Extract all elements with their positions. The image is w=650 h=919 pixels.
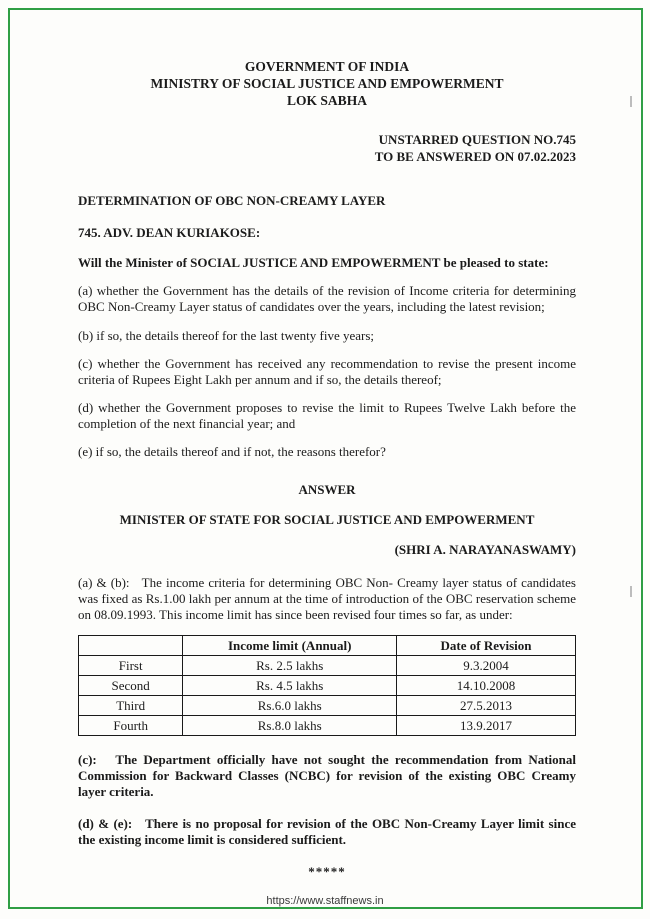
government-title: GOVERNMENT OF INDIA: [244, 59, 410, 74]
question-item-a: (a) whether the Government has the details of the revision of Income criteria for determining OBC Non-Creamy Layer status of candidates over the years, including the latest revision;: [78, 283, 576, 315]
table-cell: Fourth: [79, 715, 183, 735]
answer-para-de: (d) & (e): There is no proposal for revision of the OBC Non-Creamy Layer limit since the existing income limit is considered sufficient.: [78, 816, 576, 848]
table-header-income-limit: Income limit (Annual): [183, 635, 397, 655]
answer-para-ab: (a) & (b): The income criteria for determining OBC Non- Creamy layer status of candidates was fixed as Rs.1.00 lakh per annum at the time of introduction of the OBC reservation scheme on 08.09.1993. This income limit has since been revised four times so far, as under:: [78, 574, 576, 622]
document-content: [78, 0, 576, 881]
subject-heading: DETERMINATION OF OBC NON-CREAMY LAYER: [78, 193, 386, 208]
minister-name: (SHRI A. NARAYANASWAMY): [394, 542, 576, 558]
table-header-row: [79, 635, 576, 655]
table-cell: First: [79, 655, 183, 675]
member-name-line: 745. ADV. DEAN KURIAKOSE:: [78, 225, 261, 241]
table-cell: Rs. 4.5 lakhs: [183, 675, 397, 695]
table-row: [79, 695, 576, 715]
table-cell: 14.10.2008: [397, 675, 576, 695]
table-cell: Third: [79, 695, 183, 715]
ministry-title: MINISTRY OF SOCIAL JUSTICE AND EMPOWERMENT: [150, 76, 504, 91]
answer-heading: ANSWER: [298, 482, 356, 498]
house-title: LOK SABHA: [287, 93, 367, 108]
stars-separator: *****: [308, 864, 346, 880]
table-cell: Rs. 2.5 lakhs: [183, 655, 397, 675]
table-cell: Rs.8.0 lakhs: [183, 715, 397, 735]
question-number: UNSTARRED QUESTION NO.745: [378, 132, 576, 147]
footer-url: https://www.staffnews.in: [266, 895, 384, 907]
question-meta: [78, 131, 576, 165]
table-header-date-of-revision: Date of Revision: [397, 635, 576, 655]
table-header-blank: [79, 635, 183, 655]
scan-artifact: [630, 586, 632, 597]
table-cell: Rs.6.0 lakhs: [183, 695, 397, 715]
question-item-e: (e) if so, the details thereof and if not, the reasons therefor?: [78, 444, 386, 460]
table-row: [79, 715, 576, 735]
answer-para-c: (c): The Department officially have not sought the recommendation from National Commission for Backward Classes (NCBC) for revision of the existing OBC Creamy layer criteria.: [78, 751, 576, 800]
table-cell: Second: [79, 675, 183, 695]
question-item-b: (b) if so, the details thereof for the last twenty five years;: [78, 327, 375, 343]
table-row: [79, 675, 576, 695]
scan-artifact: [630, 96, 632, 107]
table-cell: 9.3.2004: [397, 655, 576, 675]
question-intro: Will the Minister of SOCIAL JUSTICE AND EMPOWERMENT be pleased to state:: [78, 255, 549, 271]
income-revision-table: [78, 635, 576, 736]
question-item-c: (c) whether the Government has received any recommendation to revise the present income criteria of Rupees Eight Lakh per annum and if so, the details thereof;: [78, 355, 576, 387]
answer-date: TO BE ANSWERED ON 07.02.2023: [374, 149, 576, 164]
question-item-d: (d) whether the Government proposes to revise the limit to Rupees Twelve Lakh before the completion of the next financial year; and: [78, 399, 576, 431]
table-row: [79, 655, 576, 675]
table-cell: 27.5.2013: [397, 695, 576, 715]
table-cell: 13.9.2017: [397, 715, 576, 735]
minister-title: MINISTER OF STATE FOR SOCIAL JUSTICE AND EMPOWERMENT: [119, 512, 535, 528]
document-header: [78, 58, 576, 109]
